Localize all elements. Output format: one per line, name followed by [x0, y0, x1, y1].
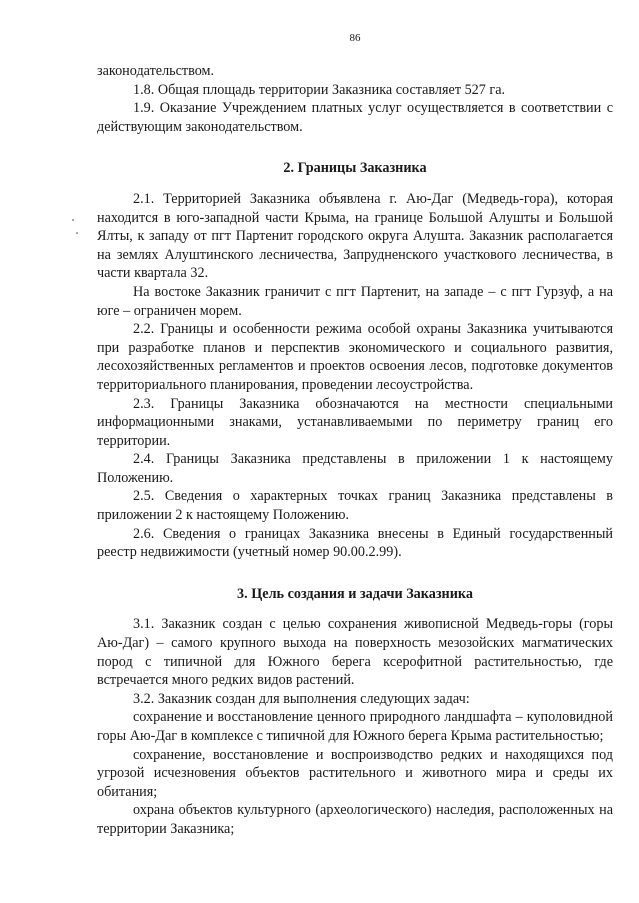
paragraph: 3.1. Заказник создан с целью сохранения живописной Медведь-горы (горы Аю-Даг) – самого крупного выхода на поверхность мезозойских магматических пород с типичной для Южного берега ксерофитной растительностью, где встречается много редких видов растений.: [97, 616, 613, 689]
paragraph: охрана объектов культурного (археологического) наследия, расположенных на территории Заказника;: [97, 802, 613, 837]
paragraph: 2.2. Границы и особенности режима особой охраны Заказника учитываются при разработке планов и перспектив экономического и социального развития, лесохозяйственных регламентов и проектов освоения лесов, подготовке документов территориального планирования, проведении лесоустройства.: [97, 321, 613, 393]
paragraph: 2.6. Сведения о границах Заказника внесены в Единый государственный реестр недвижимости (учетный номер 90.00.2.99).: [97, 525, 613, 561]
intro-paragraph: 1.8. Общая площадь территории Заказника составляет 527 га.: [133, 81, 506, 98]
paragraph: сохранение, восстановление и воспроизводство редких и находящихся под угрозой исчезновения объектов растительного и животного мира и среды их обитания;: [97, 746, 613, 800]
scan-speck: [76, 232, 78, 234]
intro-line: законодательством.: [97, 63, 215, 79]
paragraph: 2.4. Границы Заказника представлены в приложении 1 к настоящему Положению.: [97, 451, 613, 486]
intro-paragraph: 1.9. Оказание Учреждением платных услуг осуществляется в соответствии с действующим законодательством.: [97, 100, 613, 135]
paragraph: сохранение и восстановление ценного природного ландшафта – куполовидной горы Аю-Даг в комплексе с типичной для Южного берега Крыма растительностью;: [97, 709, 613, 744]
scan-speck: [72, 219, 74, 221]
paragraph: На востоке Заказник граничит с пгт Партенит, на западе – с пгт Гурзуф, а на юге – ограничен морем.: [97, 283, 613, 319]
section-title: 2. Границы Заказника: [283, 160, 427, 177]
paragraph: 2.1. Территорией Заказника объявлена г. Аю-Даг (Медведь-гора), которая находится в юго-западной части Крыма, на границе Большой Алушты и Большой Ялты, к западу от пгт Партенит городского округа Алушта. Заказник располагается на землях Алуштинского лесничества, Запрудненского участкового лесничества, в части квартала 32.: [97, 190, 613, 282]
page-number: 86: [349, 32, 361, 44]
section-title: 3. Цель создания и задачи Заказника: [237, 585, 473, 602]
paragraph: 3.2. Заказник создан для выполнения следующих задач:: [133, 690, 470, 707]
section-3-body: [97, 615, 613, 838]
intro-block: [97, 62, 613, 136]
paragraph: 2.5. Сведения о характерных точках границ Заказника представлены в приложении 2 к настоящему Положению.: [97, 488, 613, 524]
section-2-body: [97, 190, 613, 562]
paragraph: 2.3. Границы Заказника обозначаются на местности специальными информационными знаками, устанавливаемыми по периметру границ его территории.: [97, 395, 613, 449]
